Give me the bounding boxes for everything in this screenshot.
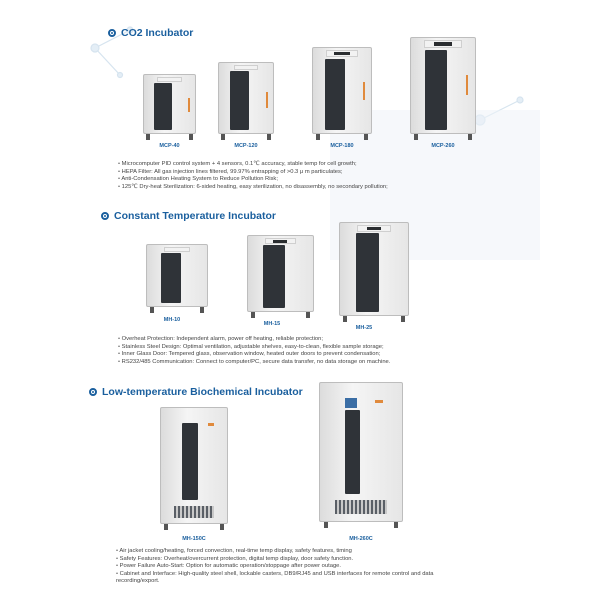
product-image-mh-25	[339, 222, 409, 322]
feature-item: • Microcomputer PID control system + 4 sensors, 0.1℃ accuracy, stable temp for cell growth;	[118, 161, 578, 169]
model-label: MH-260C	[349, 536, 373, 542]
product-image-mcp-180	[312, 47, 372, 140]
product-image-mcp-260	[410, 37, 476, 140]
model-label: MH-25	[355, 325, 373, 331]
model-label: MH-10	[163, 317, 181, 323]
section-bullet-icon	[101, 212, 109, 220]
section-title-low-temp	[89, 386, 303, 398]
model-label: MCP-40	[159, 143, 180, 149]
feature-item: • RS232/485 Communication: Connect to computer/PC, secure data transfer, no data storage on machine.	[118, 359, 578, 367]
feature-list-co2	[118, 161, 578, 191]
feature-item: • HEPA Filter: All gas injection lines filtered, 99.97% entrapping of >0.3 μ m particulates;	[118, 169, 578, 177]
section-title-co2	[108, 27, 193, 39]
product-image-mcp-120	[218, 62, 274, 140]
feature-item: • Power Failure Auto-Start: Option for automatic operation/stoppage after power outage.	[116, 563, 446, 571]
section-title-text: CO2 Incubator	[121, 27, 194, 39]
product-image-mh-10	[146, 244, 208, 313]
model-label: MCP-120	[234, 143, 258, 149]
feature-item: • Overheat Protection: Independent alarm, power off heating, reliable protection;	[118, 336, 578, 344]
feature-item: • Anti-Condensation Heating System to Reduce Pollution Risk;	[118, 176, 578, 184]
feature-item: • Stainless Steel Design: Optimal ventilation, adjustable shelves, easy-to-clean, flexible sample storage;	[118, 344, 578, 352]
section-title-constant-temp	[101, 210, 276, 222]
feature-item: • 125℃ Dry-heat Sterilization: 6-sided heating, easy sterilization, no disassembly, no secondary pollution;	[118, 184, 578, 192]
feature-item: • Cabinet and Interface: High-quality steel shell, lockable casters, DB9/RJ45 and USB interfaces for remote control and data recording/export.	[116, 571, 446, 586]
feature-item: • Air jacket cooling/heating, forced convection, real-time temp display, safety features, timing	[116, 548, 446, 556]
product-image-mcp-40	[143, 74, 196, 140]
section-bullet-icon	[89, 388, 97, 396]
product-image-mh-150c	[160, 407, 228, 530]
model-label: MCP-180	[330, 143, 354, 149]
section-bullet-icon	[108, 29, 116, 37]
model-label: MCP-260	[431, 143, 455, 149]
model-label: MH-15	[263, 321, 281, 327]
section-title-text: Low-temperature Biochemical Incubator	[102, 386, 303, 398]
feature-item: • Inner Glass Door: Tempered glass, observation window, heated outer doors to prevent condensation;	[118, 351, 578, 359]
product-image-mh-15	[247, 235, 314, 318]
product-image-mh-260c	[319, 382, 403, 528]
section-title-text: Constant Temperature Incubator	[114, 210, 276, 222]
feature-list-constant-temp	[118, 336, 578, 366]
feature-list-low-temp	[116, 548, 446, 586]
feature-item: • Safety Features: Overheat/overcurrent protection, digital temp display, door safety function.	[116, 556, 446, 564]
model-label: MH-150C	[182, 536, 206, 542]
